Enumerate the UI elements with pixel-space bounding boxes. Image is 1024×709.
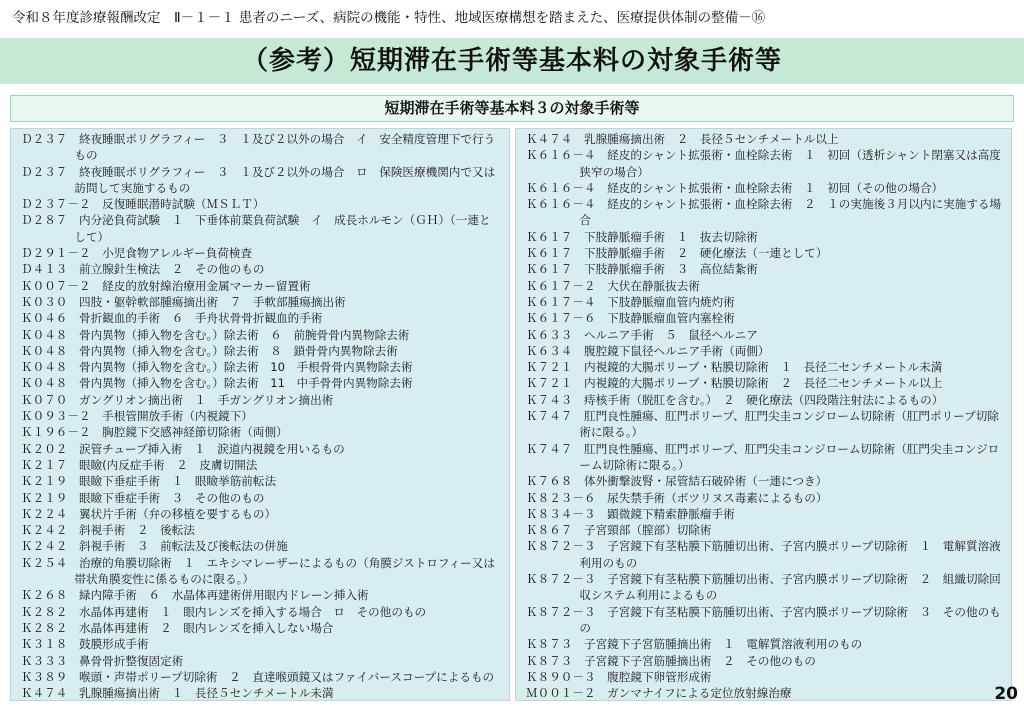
procedure-item: Ｋ８７３ 子宮鏡下子宮筋腫摘出術 ２ その他のもの [526, 653, 816, 668]
procedure-item: Ｋ７４３ 痔核手術（脱肛を含む。） ２ 硬化療法（四段階注射法によるもの） [526, 392, 944, 407]
procedure-item: Ｋ０９３－２ 手根管開放手術（内視鏡下） [21, 409, 253, 424]
procedure-item: Ｋ２５４ 治療的角膜切除術 １ エキシマレーザーによるもの（角膜ジストロフィー又は帯状角膜変性に係るものに限る。） [21, 555, 495, 587]
procedure-item: Ｋ２１７ 眼瞼(内反症手術 ２ 皮膚切開法 [21, 457, 258, 472]
procedure-item: Ｋ０３０ 四肢・躯幹軟部腫瘍摘出術 ７ 手軟部腫瘍摘出術 [21, 294, 346, 309]
procedure-item: Ｋ７４７ 肛門良性腫瘍、肛門ポリープ、肛門尖圭コンジローム切除術（肛門ポリープ切除術に限る。） [526, 409, 999, 440]
procedure-item: Ｋ８７２－３ 子宮鏡下有茎粘膜下筋腫切出術、子宮内膜ポリープ切除術 ２ 組織切除回収システム利用によるもの [526, 572, 1001, 603]
subtitle-banner [10, 95, 1014, 122]
procedure-item: Ｋ４７４ 乳腺腫瘍摘出術 １ 長径５センチメートル未満 [21, 686, 334, 701]
procedure-item: Ｋ２４２ 斜視手術 ２ 後転法 [21, 523, 195, 538]
procedure-item: Ｋ７６８ 体外衝撃波腎・尿管結石破砕術（一連につき） [526, 474, 828, 489]
procedure-item: Ｍ００１－２ ガンマナイフによる定位放射線治療 [526, 686, 792, 701]
procedure-item: Ｋ８７３ 子宮鏡下子宮筋腫摘出術 １ 電解質溶液利用のもの [526, 637, 863, 652]
procedure-item: Ｋ０４８ 骨内異物（挿入物を含む。）除去術 ８ 鎖骨骨内異物除去術 [21, 343, 398, 358]
procedure-item: Ｋ６１７－４ 下肢静脈瘤血管内焼灼術 [526, 294, 735, 309]
procedure-item: Ｋ３１８ 鼓膜形成手術 [21, 637, 149, 652]
procedure-item: Ｋ８９０－３ 腹腔鏡下卵管形成術 [526, 669, 712, 684]
title-banner [0, 38, 1024, 84]
procedure-item: Ｋ２０２ 涙管チューブ挿入術 １ 涙道内視鏡を用いるもの [21, 441, 345, 456]
procedure-item: Ｋ６１６－４ 経皮的シャント拡張術・血栓除去術 ２ １の実施後３月以内に実施する場合 [526, 197, 1002, 228]
procedure-item: Ｋ８７２－３ 子宮鏡下有茎粘膜下筋腫切出術、子宮内膜ポリープ切除術 １ 電解質溶液利用のもの [526, 539, 1001, 570]
procedure-item: Ｋ２４２ 斜視手術 ３ 前転法及び後転法の併施 [21, 539, 288, 554]
procedure-item: Ｋ６１６－４ 経皮的シャント拡張術・血栓除去術 １ 初回（その他の場合） [526, 180, 944, 195]
page-title: （参考）短期滞在手術等基本料の対象手術等 [241, 46, 782, 76]
procedure-item: Ｋ６１７ 下肢静脈瘤手術 ３ 高位結紮術 [526, 262, 758, 277]
procedure-item: Ｄ２８７ 内分泌負荷試験 １ 下垂体前葉負荷試験 イ 成長ホルモン（ＧＨ）（一連として） [21, 213, 491, 244]
procedure-item: Ｋ６１７ 下肢静脈瘤手術 ２ 硬化療法（一連として） [526, 246, 828, 261]
procedure-list-right [515, 128, 1012, 701]
procedure-item: Ｄ４１３ 前立腺針生検法 ２ その他のもの [21, 262, 265, 277]
procedure-item: Ｋ００７－２ 経皮的放射線治療用金属マーカー留置術 [21, 278, 311, 293]
procedure-item: Ｋ３３３ 鼻骨骨折整復固定術 [21, 653, 184, 668]
procedure-item: Ｋ０４８ 骨内異物（挿入物を含む。）除去術 11 中手骨骨内異物除去術 [21, 376, 413, 391]
procedure-item: Ｋ７２１ 内視鏡的大腸ポリープ・粘膜切除術 ２ 長径二センチメートル以上 [526, 376, 943, 391]
procedure-item: Ｋ０４６ 骨折観血的手術 ６ 手舟状骨骨折観血的手術 [21, 311, 323, 326]
procedure-item: Ｋ７２１ 内視鏡的大腸ポリープ・粘膜切除術 １ 長径二センチメートル未満 [526, 360, 943, 375]
procedure-item: Ｋ２８２ 水晶体再建術 １ 眼内レンズを挿入する場合 ロ その他のもの [21, 604, 427, 619]
procedure-item: Ｋ０７０ ガングリオン摘出術 １ 手ガングリオン摘出術 [21, 392, 334, 407]
procedure-item: Ｋ１９６－２ 胸腔鏡下交感神経節切除術（両側） [21, 425, 288, 440]
procedure-item: Ｋ２１９ 眼瞼下垂症手術 １ 眼瞼挙筋前転法 [21, 474, 277, 489]
procedure-item: Ｋ０４８ 骨内異物（挿入物を含む。）除去術 10 手根骨骨内異物除去術 [21, 360, 413, 375]
section-subtitle: 短期滞在手術等基本料３の対象手術等 [384, 99, 640, 117]
procedure-item: Ｄ２９１－２ 小児食物アレルギー負荷検査 [21, 246, 253, 261]
procedure-item: Ｄ２３７－２ 反復睡眠潜時試験（ＭＳＬＴ） [21, 197, 265, 212]
procedure-item: Ｋ８２３－６ 尿失禁手術（ボツリヌス毒素によるもの） [526, 490, 828, 505]
procedure-item: Ｋ６３４ 腹腔鏡下鼠径ヘルニア手術（両側） [526, 343, 770, 358]
procedure-item: Ｋ６１７ 下肢静脈瘤手術 １ 抜去切除術 [526, 229, 758, 244]
procedure-item: Ｋ６１７－６ 下肢静脈瘤血管内塞栓術 [526, 311, 735, 326]
procedure-item: Ｋ６１６－４ 経皮的シャント拡張術・血栓除去術 １ 初回（透析シャント閉塞又は高度狭窄の場合） [526, 148, 1001, 179]
procedure-item: Ｄ２３７ 終夜睡眠ポリグラフィー ３ １及び２以外の場合 イ 安全精度管理下で行うもの [21, 132, 496, 163]
procedure-item: Ｋ８３４－３ 顕微鏡下精索静脈瘤手術 [526, 506, 735, 521]
procedure-item: Ｋ６１７－２ 大伏在静脈抜去術 [526, 278, 700, 293]
procedure-item: Ｋ２１９ 眼瞼下垂症手術 ３ その他のもの [21, 490, 265, 505]
page-number: 20 [994, 684, 1018, 704]
procedure-list-left [10, 128, 510, 701]
procedure-item: Ｋ８７２－３ 子宮鏡下有茎粘膜下筋腫切出術、子宮内膜ポリープ切除術 ３ その他のもの [526, 604, 1001, 635]
procedure-item: Ｋ４７４ 乳腺腫瘍摘出術 ２ 長径５センチメートル以上 [526, 132, 839, 146]
procedure-item: Ｄ２３７ 終夜睡眠ポリグラフィー ３ １及び２以外の場合 ロ 保険医療機関内で又は訪問して実施するもの [21, 164, 496, 195]
document-header: 令和８年度診療報酬改定 Ⅱ－１－１ 患者のニーズ、病院の機能・特性、地域医療構想を踏まえた、医療提供体制の整備－⑯ [12, 10, 766, 26]
procedure-item: Ｋ３８９ 喉頭・声帯ポリープ切除術 ２ 直達喉頭鏡又はファイバースコープによるもの [21, 669, 495, 684]
procedure-item: Ｋ２２４ 翼状片手術（弁の移植を要するもの） [21, 506, 277, 521]
procedure-item: Ｋ２６８ 緑内障手術 ６ 水晶体再建術併用眼内ドレーン挿入術 [21, 588, 369, 603]
procedure-item: Ｋ６３３ ヘルニア手術 ５ 鼠径ヘルニア [526, 327, 758, 342]
procedure-item: Ｋ２８２ 水晶体再建術 ２ 眼内レンズを挿入しない場合 [21, 620, 334, 635]
procedure-item: Ｋ８６７ 子宮頸部（膣部）切除術 [526, 523, 712, 538]
procedure-item: Ｋ７４７ 肛門良性腫瘍、肛門ポリープ、肛門尖圭コンジローム切除術（肛門尖圭コンジローム切除術に限る。） [526, 441, 1000, 472]
procedure-item: Ｋ０４８ 骨内異物（挿入物を含む。）除去術 ６ 前腕骨骨内異物除去術 [21, 327, 410, 342]
